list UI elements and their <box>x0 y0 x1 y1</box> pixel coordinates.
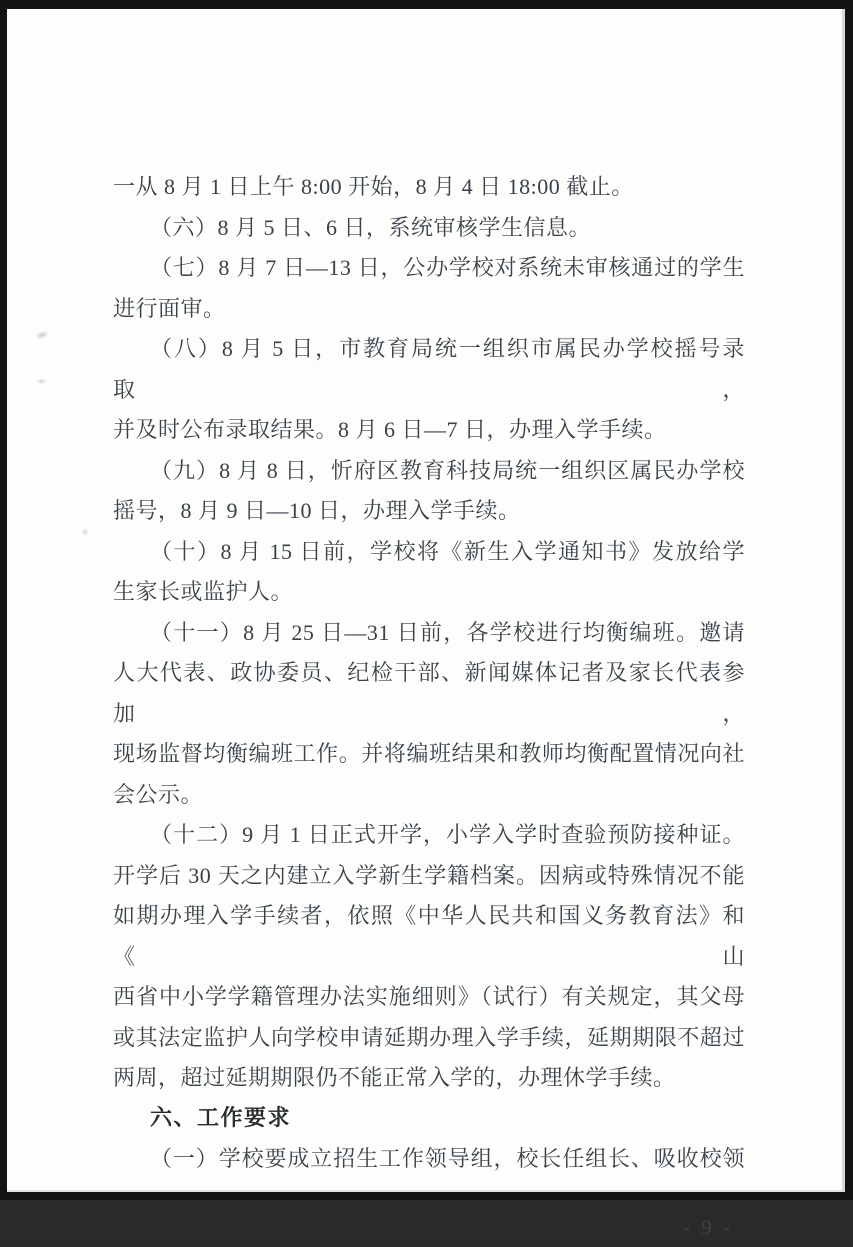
text-line: （八）8 月 5 日，市教育局统一组织市属民办学校摇号录取， <box>113 336 745 402</box>
document-page <box>7 9 845 1239</box>
text-line: （六）8 月 5 日、6 日，系统审核学生信息。 <box>150 214 592 240</box>
text-line: 现场监督均衡编班工作。并将编班结果和教师均衡配置情况向社 <box>113 741 745 766</box>
text-line: （七）8 月 7 日—13 日，公办学校对系统未审核通过的学生 <box>150 255 745 280</box>
text-line: 并及时公布录取结果。8 月 6 日—7 日，办理入学手续。 <box>113 417 667 442</box>
text-line: （一）学校要成立招生工作领导组，校长任组长、吸收校领 <box>150 1146 745 1171</box>
text-line: 或其法定监护人向学校申请延期办理入学手续，延期期限不超过 <box>113 1024 745 1050</box>
document-content <box>113 167 745 1247</box>
scan-artifact <box>83 530 87 534</box>
text-line: （九）8 月 8 日，忻府区教育科技局统一组织区属民办学校 <box>150 457 745 483</box>
text-line: （十一）8 月 25 日—31 日前，各学校进行均衡编班。邀请 <box>150 619 745 645</box>
text-line: 进行面审。 <box>113 295 226 321</box>
text-line: 如期办理入学手续者，依照《中华人民共和国义务教育法》和《山 <box>113 903 745 969</box>
text-line: 两周，超过延期期限仍不能正常入学的，办理休学手续。 <box>113 1065 676 1090</box>
text-line: （十）8 月 15 日前，学校将《新生入学通知书》发放给学 <box>150 538 745 564</box>
section-heading: 六、工作要求 <box>150 1105 292 1131</box>
text-line: （十二）9 月 1 日正式开学，小学入学时查验预防接种证。 <box>150 822 745 847</box>
text-line: 摇号，8 月 9 日—10 日，办理入学手续。 <box>113 498 521 523</box>
text-line: 人大代表、政协委员、纪检干部、新闻媒体记者及家长代表参加， <box>113 660 745 726</box>
text-line: 会公示。 <box>113 781 204 807</box>
text-line: 开学后 30 天之内建立入学新生学籍档案。因病或特殊情况不能 <box>113 862 745 888</box>
text-line: 西省中小学学籍管理办法实施细则》（试行）有关规定，其父母 <box>113 984 745 1009</box>
scan-artifact <box>38 380 45 383</box>
text-line: 生家长或监护人。 <box>113 579 294 604</box>
text-line: 一从 8 月 1 日上午 8:00 开始，8 月 4 日 18:00 截止。 <box>113 174 634 199</box>
scan-artifact <box>37 331 48 338</box>
page-number: - 9 - <box>683 1214 733 1239</box>
